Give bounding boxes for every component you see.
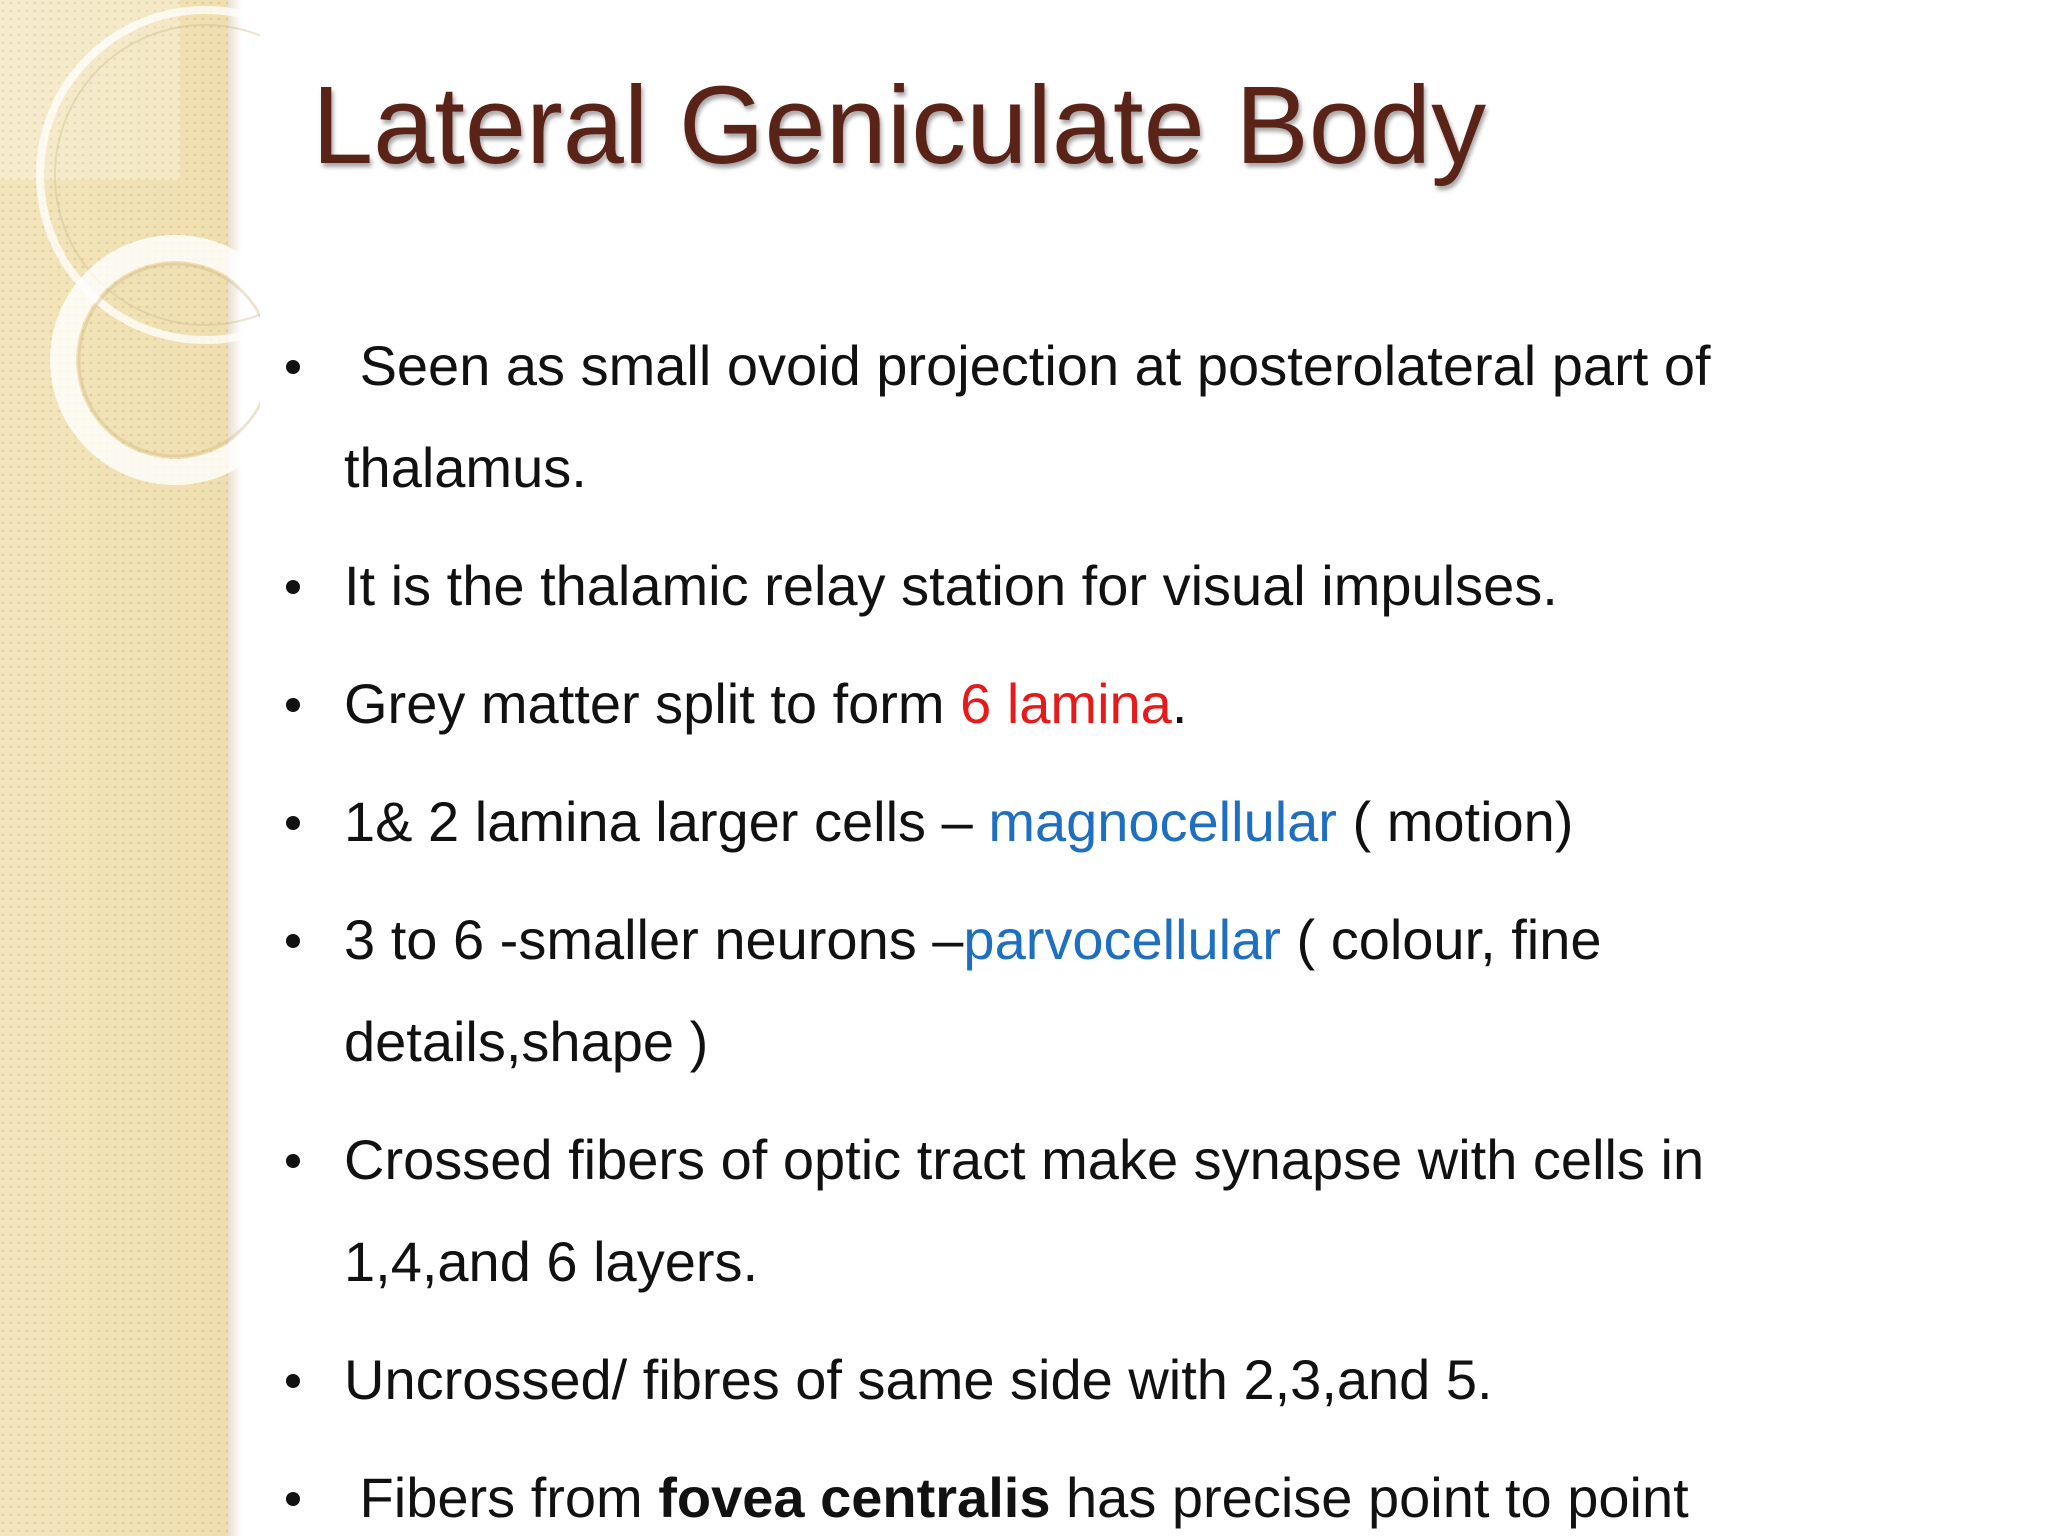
bullet-text-pre: Fibers from xyxy=(344,1466,659,1529)
decorative-rings-icon xyxy=(0,0,260,520)
bullet-text: Uncrossed/ fibres of same side with 2,3,and 5. xyxy=(344,1348,1493,1411)
bullet-text-pre: Grey matter split to form xyxy=(344,672,961,735)
bullet-item-grey-matter xyxy=(280,653,1900,755)
highlight-six-lamina: 6 lamina xyxy=(960,672,1172,735)
bullet-item-parvocellular xyxy=(280,889,1900,1093)
bullet-text-post: has precise point to point xyxy=(1050,1466,1689,1529)
highlight-magnocellular: magnocellular xyxy=(988,790,1337,853)
bullet-item-magnocellular xyxy=(280,771,1900,873)
bullet-item-ovoid-projection xyxy=(280,315,1900,519)
bullet-text-pre: 3 to 6 -smaller neurons – xyxy=(344,908,964,971)
bullet-item-relay-station xyxy=(280,535,1900,637)
bullet-text-post: ( colour, fine details,shape ) xyxy=(344,908,1618,1073)
bullet-dot-icon xyxy=(286,1492,300,1506)
bullet-list xyxy=(280,315,1900,1536)
bullet-text: Seen as small ovoid projection at posterolateral part of thalamus. xyxy=(344,334,1727,499)
bullet-item-crossed-fibers xyxy=(280,1109,1900,1313)
highlight-parvocellular: parvocellular xyxy=(963,908,1281,971)
bullet-item-uncrossed-fibres xyxy=(280,1329,1900,1431)
bullet-dot-icon xyxy=(286,1154,300,1168)
bullet-dot-icon xyxy=(286,580,300,594)
bullet-dot-icon xyxy=(286,698,300,712)
bullet-dot-icon xyxy=(286,360,300,374)
bullet-text: Crossed fibers of optic tract make synapse with cells in 1,4,and 6 layers. xyxy=(344,1128,1705,1293)
bullet-item-fovea-centralis xyxy=(280,1447,1900,1536)
bullet-text-post: . xyxy=(1171,672,1188,735)
bullet-text: It is the thalamic relay station for visual impulses. xyxy=(344,554,1558,617)
bullet-dot-icon xyxy=(286,1374,300,1388)
bullet-text-post: ( motion) xyxy=(1336,790,1574,853)
highlight-fovea-centralis: fovea centralis xyxy=(658,1466,1051,1529)
slide-title: Lateral Geniculate Body xyxy=(312,64,1487,187)
bullet-dot-icon xyxy=(286,816,300,830)
bullet-text-pre: 1& 2 lamina larger cells – xyxy=(344,790,989,853)
bullet-dot-icon xyxy=(286,934,300,948)
